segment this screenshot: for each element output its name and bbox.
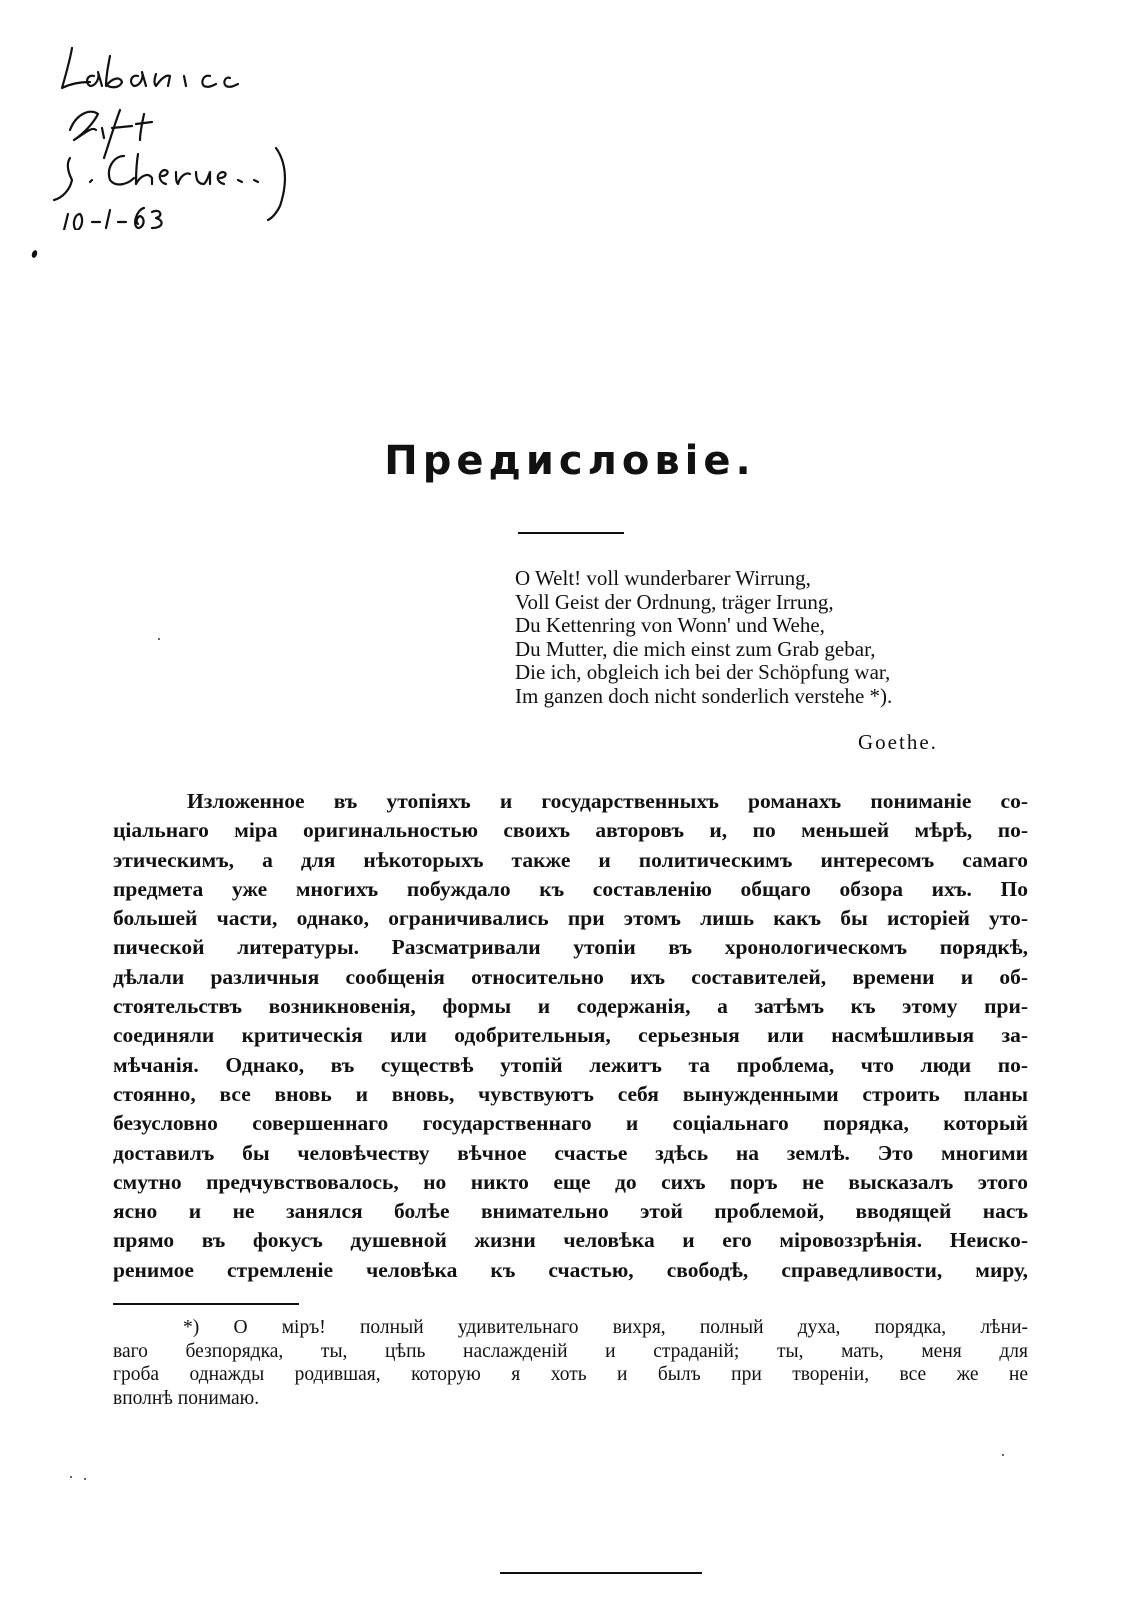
- body-line: ціальнаго міра оригинальностью своихъ авторовъ и, по меньшей мѣрѣ, по-: [113, 818, 1028, 843]
- body-line: безусловно совершеннаго государственнаго и соціальнаго порядка, который: [113, 1111, 1028, 1136]
- body-line: доставилъ бы человѣчеству вѣчное счастье здѣсь на землѣ. Это многими: [113, 1140, 1028, 1165]
- body-line: смутно предчувствовалось, но никто еще до сихъ поръ не высказалъ этого: [113, 1169, 1028, 1194]
- body-line: стоянно, все вновь и вновь, чувствуютъ себя вынужденными строить планы: [113, 1081, 1028, 1106]
- body-line: мѣчанія. Однако, въ существѣ утопій лежитъ та проблема, что люди по-: [113, 1052, 1028, 1077]
- footnote: [113, 1316, 1028, 1410]
- epigraph-line: Voll Geist der Ordnung, träger Irrung,: [515, 589, 834, 614]
- handwritten-inscription: [40, 30, 340, 230]
- title-divider: [518, 532, 624, 534]
- epigraph-author: Goethe.: [858, 730, 938, 754]
- ink-speck: [31, 249, 38, 258]
- epigraph-line: Im ganzen doch nicht sonderlich verstehe *).: [515, 683, 893, 708]
- body-line: прямо въ фокусъ душевной жизни человѣка и его міровоззрѣнія. Неиско-: [113, 1228, 1028, 1253]
- footnote-line: гроба однажды родившая, которую я хоть и былъ при твореніи, все же не: [113, 1364, 1028, 1385]
- body-line: Изложенное въ утопіяхъ и государственныхъ романахъ пониманіе со-: [187, 789, 1028, 813]
- epigraph-line: Du Kettenring von Wonn' und Wehe,: [515, 613, 825, 638]
- scan-dot: [84, 1478, 86, 1480]
- body-line: пической литературы. Разсматривали утопіи въ хронологическомъ порядкѣ,: [113, 935, 1028, 960]
- body-paragraph: [113, 787, 1028, 1285]
- epigraph-line: Die ich, obgleich ich bei der Schöpfung war,: [515, 660, 891, 685]
- body-line: стоятельствъ возникновенія, формы и содержанія, а затѣмъ къ этому при-: [113, 994, 1028, 1019]
- scan-dot: [70, 1476, 72, 1478]
- body-line: большей части, однако, ограничивались при этомъ лишь какъ бы исторіей уто-: [113, 906, 1028, 931]
- footnote-line: ваго безпорядка, ты, цѣпь наслажденій и страданій; ты, мать, меня для: [113, 1340, 1028, 1362]
- footnote-line: вполнѣ понимаю.: [113, 1387, 260, 1409]
- footnote-line: *) О міръ! полный удивительнаго вихря, полный духа, порядка, лѣни-: [183, 1317, 1028, 1338]
- page-title: Предисловіе.: [384, 438, 756, 484]
- body-line: предмета уже многихъ побуждало къ составленію общаго обзора ихъ. По: [113, 876, 1028, 901]
- epigraph: [515, 566, 1055, 754]
- epigraph-line: Du Mutter, die mich einst zum Grab gebar,: [515, 636, 876, 661]
- bottom-divider: [500, 1572, 702, 1574]
- scan-dot: [158, 638, 160, 640]
- footnote-divider: [113, 1303, 299, 1305]
- epigraph-line: O Welt! voll wunderbarer Wirrung,: [515, 566, 811, 590]
- body-line: этическимъ, а для нѣкоторыхъ также и политическимъ интересомъ самаго: [113, 847, 1028, 872]
- scan-dot: [1002, 1454, 1004, 1456]
- body-line: ясно и не занялся болѣе внимательно этой проблемой, вводящей насъ: [113, 1199, 1028, 1224]
- body-line: дѣлали различныя сообщенія относительно ихъ составителей, времени и об-: [113, 964, 1028, 989]
- body-line: ренимое стремленіе человѣка къ счастью, свободѣ, справедливости, миру,: [113, 1257, 1028, 1282]
- body-line: соединяли критическія или одобрительныя, серьезныя или насмѣшливыя за-: [113, 1023, 1028, 1048]
